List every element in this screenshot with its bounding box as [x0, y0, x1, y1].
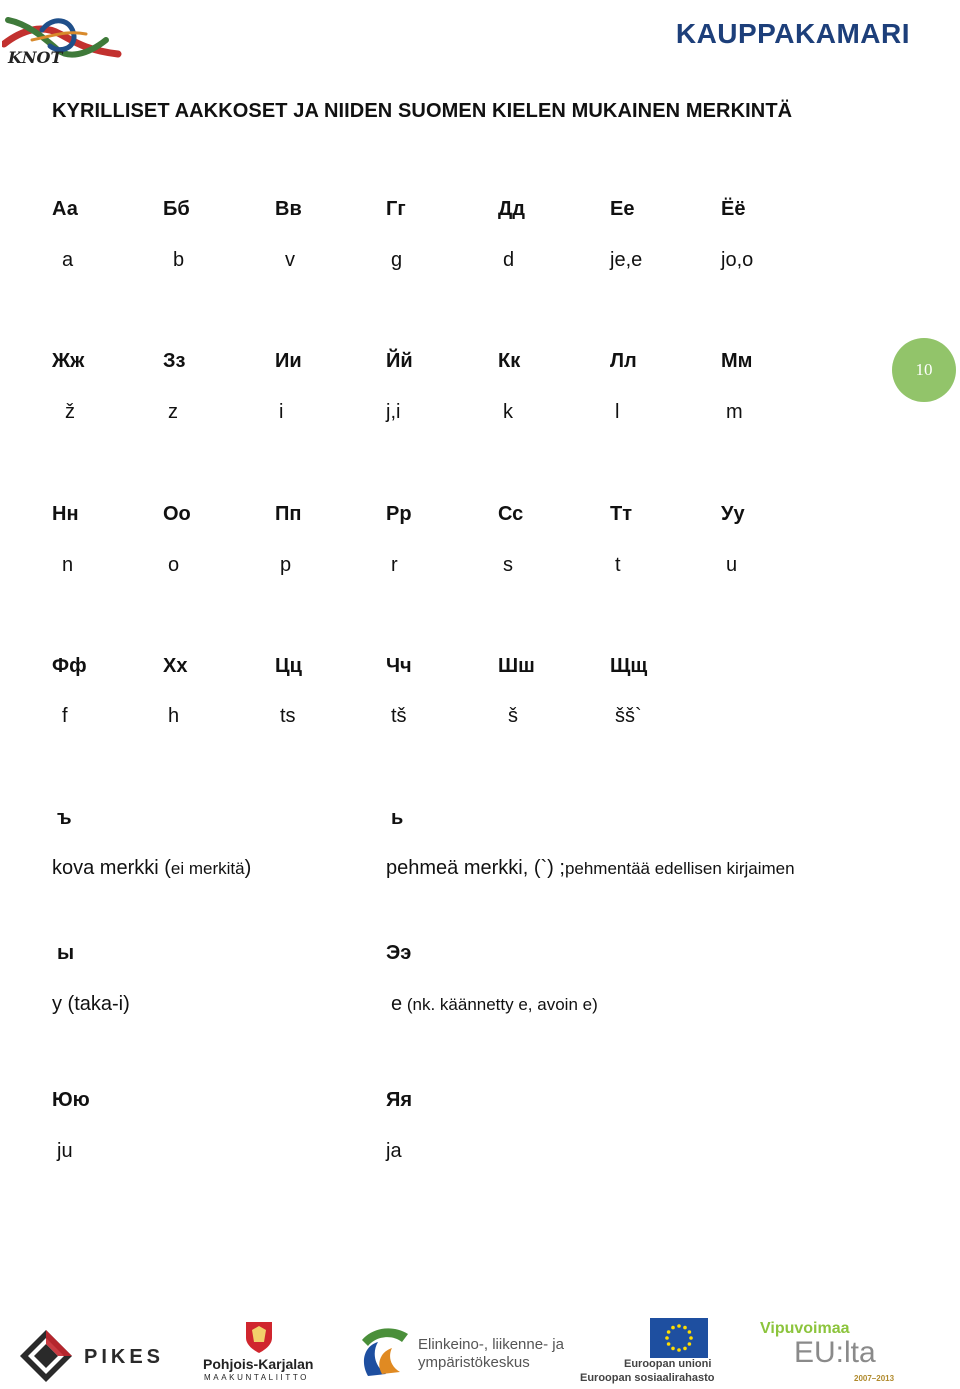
cyrillic-letter: Ёё	[721, 198, 746, 220]
finnish-transliteration: tš	[391, 705, 407, 727]
hard-sign-letter: ъ	[57, 807, 72, 829]
years-text: 2007–2013	[854, 1374, 895, 1383]
knot-logo	[2, 10, 122, 72]
cyrillic-letter: Уу	[721, 503, 745, 525]
hard-sign-description	[52, 857, 251, 880]
ya-transliteration: ja	[386, 1140, 402, 1162]
soft-sign-letter: ь	[391, 807, 404, 829]
finnish-transliteration: g	[391, 249, 403, 271]
cyrillic-letter: Щщ	[610, 655, 648, 677]
cyrillic-letter: Аа	[52, 198, 78, 220]
soft-sign-description	[386, 857, 795, 880]
cyrillic-letter: Кк	[498, 350, 521, 372]
finnish-transliteration: d	[503, 249, 515, 271]
pikes-diamond-icon	[18, 1328, 74, 1384]
finnish-transliteration: n	[62, 554, 74, 576]
cyrillic-letter: Мм	[721, 350, 753, 372]
knot-logo-text: KNOT	[8, 48, 63, 67]
finnish-transliteration: p	[280, 554, 292, 576]
cyrillic-letter: Чч	[386, 655, 412, 677]
cyrillic-letter: Йй	[386, 350, 413, 372]
cyrillic-letter: Сс	[498, 503, 524, 525]
cyrillic-letter: Тт	[610, 503, 633, 525]
yery-description: y (taka-i)	[52, 993, 130, 1015]
pohjois-karjalan-logo	[200, 1320, 320, 1386]
finnish-transliteration: z	[168, 401, 178, 423]
pohjois-karjalan-text: Pohjois-Karjalan	[203, 1356, 314, 1372]
cyrillic-letter: Жж	[52, 350, 85, 372]
cyrillic-letter: Оо	[163, 503, 191, 525]
finnish-transliteration: s	[503, 554, 513, 576]
cyrillic-letter: Дд	[498, 198, 525, 220]
e-note: (nk. käännetty e, avoin e)	[402, 995, 598, 1014]
e-letter: Ээ	[386, 942, 412, 964]
cyrillic-letter: Рр	[386, 503, 412, 525]
yery-letter: ы	[57, 942, 75, 964]
cyrillic-letter: Гг	[386, 198, 406, 220]
cyrillic-letter: Вв	[275, 198, 302, 220]
kauppakamari-logo: KAUPPAKAMARI	[675, 18, 910, 49]
soft-sign-note: pehmentää edellisen kirjaimen	[564, 859, 795, 878]
pikes-logo	[18, 1328, 168, 1384]
eu-text-line1: Euroopan unioni	[624, 1358, 712, 1370]
finnish-transliteration: k	[503, 401, 513, 423]
finnish-transliteration: i	[279, 401, 284, 423]
cyrillic-letter: Бб	[163, 198, 190, 220]
vipuvoimaa-text: Vipuvoimaa	[760, 1320, 850, 1337]
yu-letter: Юю	[52, 1089, 90, 1111]
euta-text: EU:lta	[794, 1336, 876, 1369]
page-title: KYRILLISET AAKKOSET JA NIIDEN SUOMEN KIELEN MUKAINEN MERKINTÄ	[52, 100, 793, 122]
finnish-transliteration: jo,o	[721, 249, 754, 271]
cyrillic-letter: Ии	[275, 350, 302, 372]
pikes-text: PIKES	[84, 1346, 165, 1368]
finnish-transliteration: je,e	[610, 249, 643, 271]
finnish-transliteration: š	[508, 705, 518, 727]
cyrillic-letter: Ее	[610, 198, 635, 220]
finnish-transliteration: b	[173, 249, 185, 271]
cyrillic-letter: Зз	[163, 350, 186, 372]
vipuvoimaa-logo	[760, 1320, 900, 1386]
e-main-text: e	[391, 993, 403, 1015]
finnish-transliteration: u	[726, 554, 738, 576]
cyrillic-letter: Фф	[52, 655, 87, 677]
cyrillic-letter: Шш	[498, 655, 535, 677]
page-number-badge: 10	[892, 338, 956, 402]
finnish-transliteration: r	[391, 554, 398, 576]
ely-logo	[358, 1324, 568, 1380]
hard-sign-main-text: kova merkki (	[52, 857, 171, 879]
ely-text-line2: ympäristökeskus	[418, 1354, 530, 1371]
coat-of-arms-icon	[244, 1320, 274, 1354]
ya-letter: Яя	[386, 1089, 413, 1111]
eu-logo	[578, 1318, 718, 1386]
e-description	[391, 993, 598, 1016]
finnish-transliteration: o	[168, 554, 180, 576]
soft-sign-main-text: pehmeä merkki, (`) ;	[386, 857, 565, 879]
hard-sign-close-paren: )	[244, 857, 252, 879]
finnish-transliteration: h	[168, 705, 180, 727]
finnish-transliteration: ž	[65, 401, 75, 423]
finnish-transliteration: l	[615, 401, 620, 423]
cyrillic-letter: Хх	[163, 655, 188, 677]
ely-emblem-icon	[358, 1324, 412, 1378]
finnish-transliteration: ts	[280, 705, 296, 727]
finnish-transliteration: m	[726, 401, 743, 423]
ely-text-line1: Elinkeino-, liikenne- ja	[418, 1336, 564, 1353]
finnish-transliteration: a	[62, 249, 74, 271]
finnish-transliteration: f	[62, 705, 68, 727]
hard-sign-note: ei merkitä	[170, 859, 245, 878]
cyrillic-letter: Пп	[275, 503, 302, 525]
yu-transliteration: ju	[57, 1140, 73, 1162]
maakuntaliitto-text: MAAKUNTALIITTO	[204, 1373, 310, 1382]
cyrillic-letter: Цц	[275, 655, 302, 677]
eu-text-line2: Euroopan sosiaalirahasto	[580, 1372, 715, 1384]
cyrillic-letter: Лл	[610, 350, 637, 372]
eu-flag-icon	[650, 1318, 708, 1358]
finnish-transliteration: j,i	[386, 401, 401, 423]
finnish-transliteration: v	[285, 249, 295, 271]
finnish-transliteration: šš`	[615, 705, 642, 727]
finnish-transliteration: t	[615, 554, 621, 576]
cyrillic-letter: Нн	[52, 503, 79, 525]
